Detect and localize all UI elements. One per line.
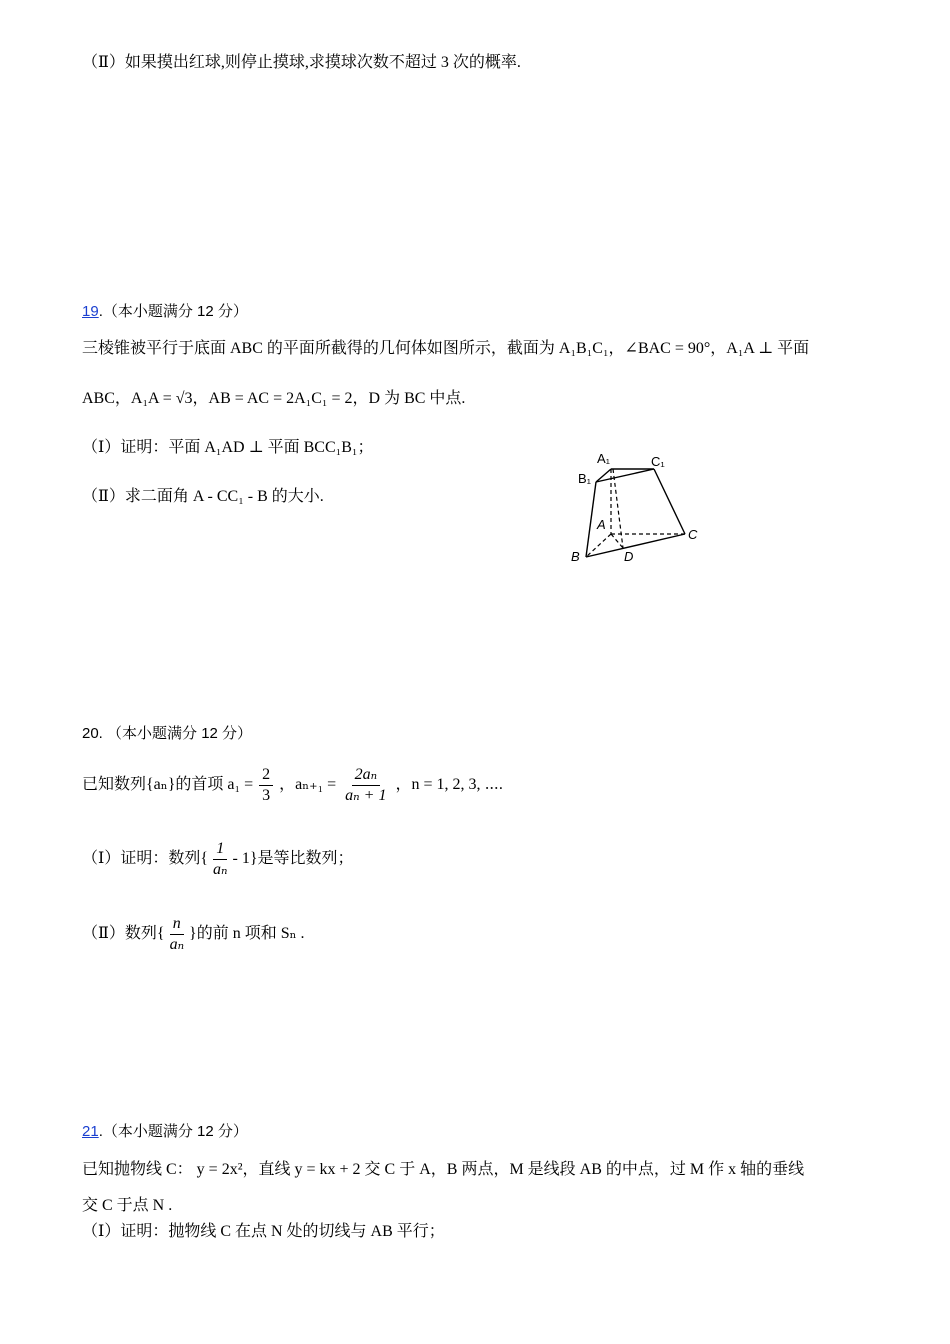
- denominator: 3: [262, 786, 271, 804]
- q20-recurrence-text: ，aₙ₊₁ =: [279, 776, 337, 793]
- q21-part1: （Ⅰ）证明：抛物线 C 在点 N 处的切线与 AB 平行；: [82, 1223, 445, 1240]
- q20-part2-tail: }的前 n 项和 Sₙ .: [189, 925, 305, 942]
- q21-header-text: .（本小题满分 12 分）: [98, 1123, 248, 1140]
- label-a1: A₁: [597, 451, 611, 466]
- q20-index-text: ，n = 1, 2, 3, ⋯.: [395, 776, 503, 793]
- label-d: D: [624, 549, 634, 564]
- denominator: aₙ + 1: [345, 786, 387, 804]
- q20-header: 20. （本小题满分 12 分）: [82, 725, 253, 742]
- numerator: 2aₙ: [352, 765, 380, 786]
- label-b: B: [571, 549, 580, 564]
- label-c1: C₁: [651, 454, 665, 469]
- q19-line1: 三棱锥被平行于底面 ABC 的平面所截得的几何体如图所示，截面为 A₁B₁C₁，∠BAC = 90°，A₁A ⊥ 平面: [82, 340, 810, 357]
- q21-number-link[interactable]: 21: [82, 1123, 99, 1140]
- q18-part2: （Ⅱ）如果摸出红球,则停止摸球,求摸球次数不超过 3 次的概率.: [82, 54, 521, 71]
- numerator: 2: [259, 765, 273, 786]
- denominator: aₙ: [213, 860, 228, 878]
- label-c: C: [688, 527, 698, 542]
- q20-intro: [82, 764, 503, 806]
- q19-header: [82, 302, 248, 322]
- fraction-first-term: [259, 765, 273, 806]
- q21-header: [82, 1122, 248, 1142]
- q19-line2: ABC，A₁A = √3，AB = AC = 2A₁C₁ = 2，D 为 BC 中点.: [82, 390, 466, 407]
- fraction-recurrence: [342, 765, 389, 806]
- q20-intro-text: 已知数列{aₙ}的首项 a₁ =: [82, 776, 254, 793]
- fraction-n-over-an: [167, 914, 187, 955]
- q20-part1: [82, 838, 354, 880]
- q21-line2: 交 C 于点 N .: [82, 1197, 173, 1214]
- q19-header-text: .（本小题满分 12 分）: [98, 303, 248, 320]
- q19-number-link[interactable]: 19: [82, 303, 99, 320]
- q20-part2: [82, 913, 305, 955]
- label-b1: B₁: [578, 471, 592, 486]
- numerator: n: [170, 914, 184, 935]
- label-a: A: [597, 517, 606, 532]
- q20-part1-text: （Ⅰ）证明：数列{: [82, 850, 209, 867]
- denominator: aₙ: [169, 935, 185, 953]
- q21-line1: 已知抛物线 C： y = 2x²，直线 y = kx + 2 交 C 于 A，B 两点，M 是线段 AB 的中点，过 M 作 x 轴的垂线: [82, 1161, 805, 1178]
- numerator: 1: [213, 839, 227, 860]
- q19-part2: （Ⅱ）求二面角 A - CC₁ - B 的大小.: [82, 488, 324, 505]
- q20-part1-tail: - 1}是等比数列；: [232, 850, 354, 867]
- frustum-figure: [560, 440, 710, 570]
- fraction-reciprocal: [210, 839, 230, 880]
- q20-part2-text: （Ⅱ）数列{: [82, 925, 165, 942]
- q19-part1: （Ⅰ）证明：平面 A₁AD ⊥ 平面 BCC₁B₁；: [82, 439, 374, 456]
